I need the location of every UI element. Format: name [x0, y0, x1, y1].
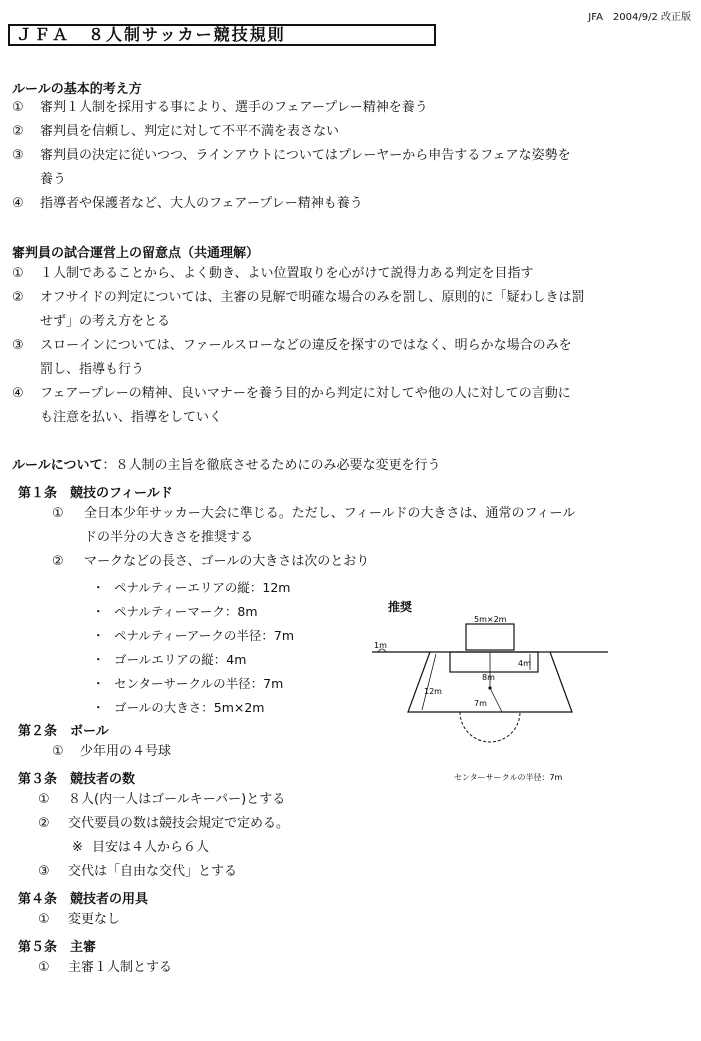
article-1-title: 第１条 競技のフィールド	[18, 486, 173, 501]
article-5-title: 第５条 主審	[18, 940, 97, 955]
article-item-num: ①	[38, 960, 50, 975]
diagram-caption: 推奨	[388, 600, 413, 614]
article-item-num: ①	[52, 506, 64, 521]
article-note-mark: ※	[72, 840, 83, 855]
referee-item-text: フェアープレーの精神、良いマナーを養う目的から判定に対してや他の人に対しての言動に	[40, 386, 571, 401]
article-item-text: 全日本少年サッカー大会に準じる。ただし、フィールドの大きさは、通常のフィール	[84, 506, 576, 521]
bullet-text: ペナルティーアークの半径：7m	[114, 628, 295, 643]
article-item-num: ①	[38, 912, 50, 927]
bullet-text: ペナルティーエリアの縦：12m	[114, 580, 291, 595]
article-item-num: ①	[38, 792, 50, 807]
basic-item-num: ②	[12, 124, 24, 139]
bullet-dot: ・	[92, 652, 105, 667]
basic-item-num: ③	[12, 148, 24, 163]
article-item-text: 少年用の４号球	[80, 744, 172, 759]
penalty-arc	[460, 712, 520, 742]
bullet-dot: ・	[92, 628, 105, 643]
article-3-title: 第３条 競技者の数	[18, 772, 136, 787]
article-note-text: 目安は４人から６人	[92, 840, 210, 855]
article-item-text: 交代要員の数は競技会規定で定める。	[68, 816, 290, 831]
referee-item-text: スローインについては、ファールスローなどの違反を探すのではなく、明らかな場合のみを	[40, 338, 572, 353]
article-item-num: ③	[38, 864, 50, 879]
bullet-text: ペナルティーマーク：8m	[114, 604, 258, 619]
referee-item-text: オフサイドの判定については、主審の見解で明確な場合のみを罰し、原則的に「疑わしきは罰	[40, 290, 585, 305]
article-item-text: ドの半分の大きさを推奨する	[84, 530, 254, 545]
referee-item-num: ②	[12, 290, 24, 305]
penalty-area-label: 12m	[424, 687, 442, 696]
referee-item-text: 罰し、指導も行う	[40, 362, 145, 377]
goal-size-label: 5m×2m	[474, 615, 507, 624]
basic-item-num: ①	[12, 100, 24, 115]
bullet-dot: ・	[92, 604, 105, 619]
page-title: ＪＦＡ ８人制サッカー競技規則	[8, 24, 436, 46]
bullet-text: ゴールエリアの縦：4m	[114, 652, 247, 667]
article-item-text: 主審１人制とする	[68, 960, 173, 975]
article-item-num: ②	[38, 816, 50, 831]
referee-item-text: １人制であることから、よく動き、よい位置取りを心がけて説得力ある判定を目指す	[40, 266, 534, 281]
basic-item-num: ④	[12, 196, 24, 211]
article-2-title: 第２条 ボール	[18, 724, 109, 739]
penalty-area-dimension	[422, 654, 436, 710]
bullet-dot: ・	[92, 580, 105, 595]
referee-item-num: ①	[12, 266, 24, 281]
arc-radius-label: 7m	[474, 699, 487, 708]
penalty-mark-label: 8m	[482, 673, 495, 682]
goal	[466, 624, 514, 650]
article-4-title: 第４条 競技者の用具	[18, 892, 149, 907]
arc-radius-dimension	[490, 688, 502, 712]
basic-item-text: 養う	[40, 172, 67, 187]
field-diagram	[370, 596, 610, 796]
article-item-text: ８人(内一人はゴールキーパー)とする	[68, 792, 286, 807]
rules-heading: ルールについて	[12, 458, 103, 473]
referee-item-text: も注意を払い、指導をしていく	[40, 410, 223, 425]
referee-heading: 審判員の試合運営上の留意点（共通理解）	[12, 246, 260, 261]
corner-label: 1m	[374, 641, 387, 650]
goal-area-label: 4m	[518, 659, 531, 668]
referee-item-num: ③	[12, 338, 24, 353]
bullet-dot: ・	[92, 700, 105, 715]
basic-item-text: 審判員を信頼し、判定に対して不平不満を表さない	[40, 124, 340, 139]
basic-heading: ルールの基本的考え方	[12, 82, 142, 97]
article-item-text: マークなどの長さ、ゴールの大きさは次のとおり	[84, 554, 370, 569]
article-item-text: 交代は「自由な交代」とする	[68, 864, 238, 879]
article-item-text: 変更なし	[68, 912, 121, 927]
rules-intro: ：８人制の主旨を徹底させるためにのみ必要な変更を行う	[102, 458, 441, 473]
bullet-text: センターサークルの半径：7m	[114, 676, 284, 691]
basic-item-text: 指導者や保護者など、大人のフェアープレー精神も養う	[40, 196, 363, 211]
version-label: JFA 2004/9/2 改正版	[588, 12, 691, 23]
referee-item-num: ④	[12, 386, 24, 401]
basic-item-text: 審判１人制を採用する事により、選手のフェアープレー精神を養う	[40, 100, 428, 115]
bullet-dot: ・	[92, 676, 105, 691]
referee-item-text: せず」の考え方をとる	[40, 314, 171, 329]
center-circle-note: センターサークルの半径：7m	[454, 773, 563, 782]
article-item-num: ①	[52, 744, 64, 759]
article-item-num: ②	[52, 554, 64, 569]
basic-item-text: 審判員の決定に従いつつ、ラインアウトについてはプレーヤーから申告するフェアな姿勢を	[40, 148, 571, 163]
rules-intro-line	[12, 458, 441, 474]
bullet-text: ゴールの大きさ：5m×2m	[114, 700, 265, 715]
